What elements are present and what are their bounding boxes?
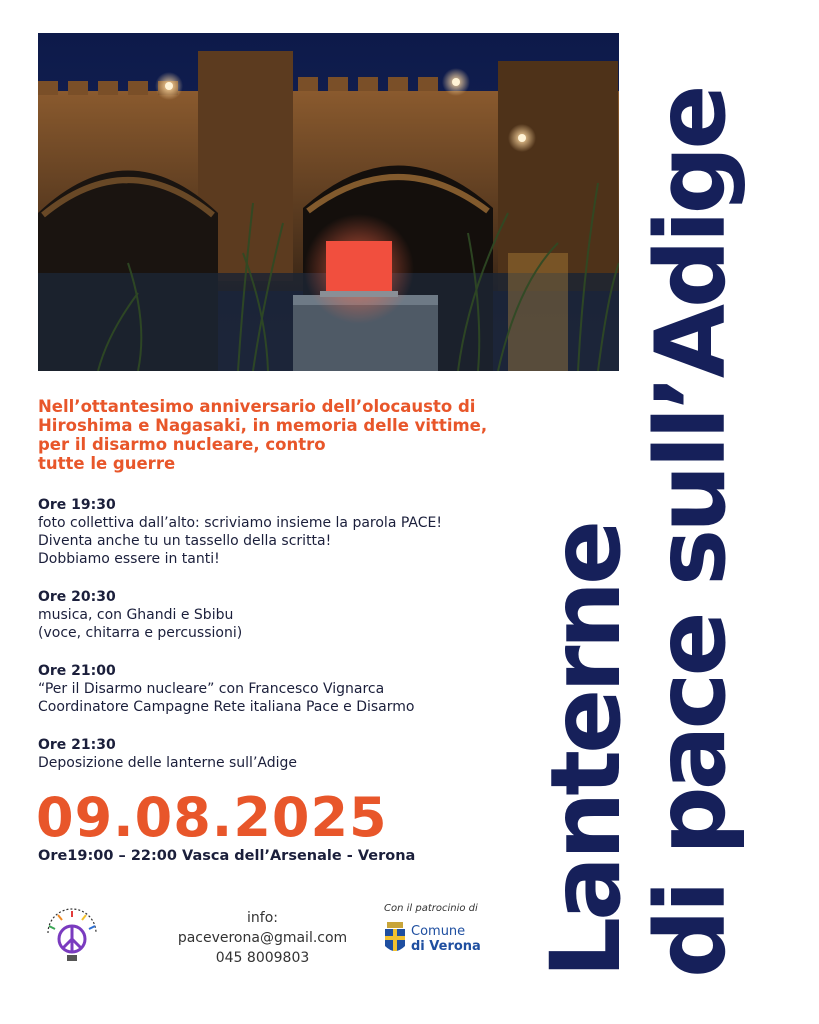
schedule-text: “Per il Disarmo nucleare” con Francesco Vignarca <box>38 681 385 697</box>
peace-logo-icon <box>38 903 106 971</box>
schedule-time: Ore 19:30 <box>38 497 116 513</box>
schedule-item <box>38 496 558 568</box>
headline-line: Hiroshima e Nagasaki, in memoria delle vittime, <box>38 416 488 435</box>
schedule-time: Ore 21:30 <box>38 737 116 753</box>
schedule-item <box>38 736 558 772</box>
contact-info <box>160 908 365 968</box>
event-venue: Ore19:00 – 22:00 Vasca dell’Arsenale - Verona <box>38 848 416 864</box>
schedule <box>38 496 558 792</box>
comune-line2: di Verona <box>411 939 481 954</box>
schedule-text: Deposizione delle lanterne sull’Adige <box>38 755 298 771</box>
event-date: 09.08.2025 <box>36 786 388 849</box>
headline-line: Nell’ottantesimo anniversario dell’olocausto di <box>38 397 476 416</box>
title-line-2: di pace sull’Adige <box>635 88 747 978</box>
info-email[interactable]: paceverona@gmail.com <box>177 930 348 946</box>
schedule-item <box>38 588 558 642</box>
comune-logo <box>384 922 504 956</box>
info-phone[interactable]: 045 8009803 <box>215 950 310 966</box>
schedule-time: Ore 21:00 <box>38 663 116 679</box>
headline-line: tutte le guerre <box>38 454 176 473</box>
headline <box>38 397 558 473</box>
patronage-label: Con il patrocinio di <box>384 903 478 914</box>
schedule-item <box>38 662 558 716</box>
schedule-text: Diventa anche tu un tassello della scritta! <box>38 533 332 549</box>
hero-photo <box>38 33 619 371</box>
comune-line1: Comune <box>411 924 466 939</box>
schedule-text: Coordinatore Campagne Rete italiana Pace e Disarmo <box>38 699 415 715</box>
title-line-1: Lanterne <box>530 523 642 978</box>
info-label: info: <box>247 910 278 926</box>
schedule-text: (voce, chitarra e percussioni) <box>38 625 243 641</box>
headline-line: per il disarmo nucleare, contro <box>38 435 326 454</box>
schedule-time: Ore 20:30 <box>38 589 116 605</box>
schedule-text: foto collettiva dall’alto: scriviamo insieme la parola PACE! <box>38 515 442 531</box>
schedule-text: Dobbiamo essere in tanti! <box>38 551 220 567</box>
patronage <box>384 903 504 956</box>
schedule-text: musica, con Ghandi e Sbibu <box>38 607 234 623</box>
verona-crest-icon <box>384 922 406 956</box>
organization-logo <box>38 903 106 971</box>
